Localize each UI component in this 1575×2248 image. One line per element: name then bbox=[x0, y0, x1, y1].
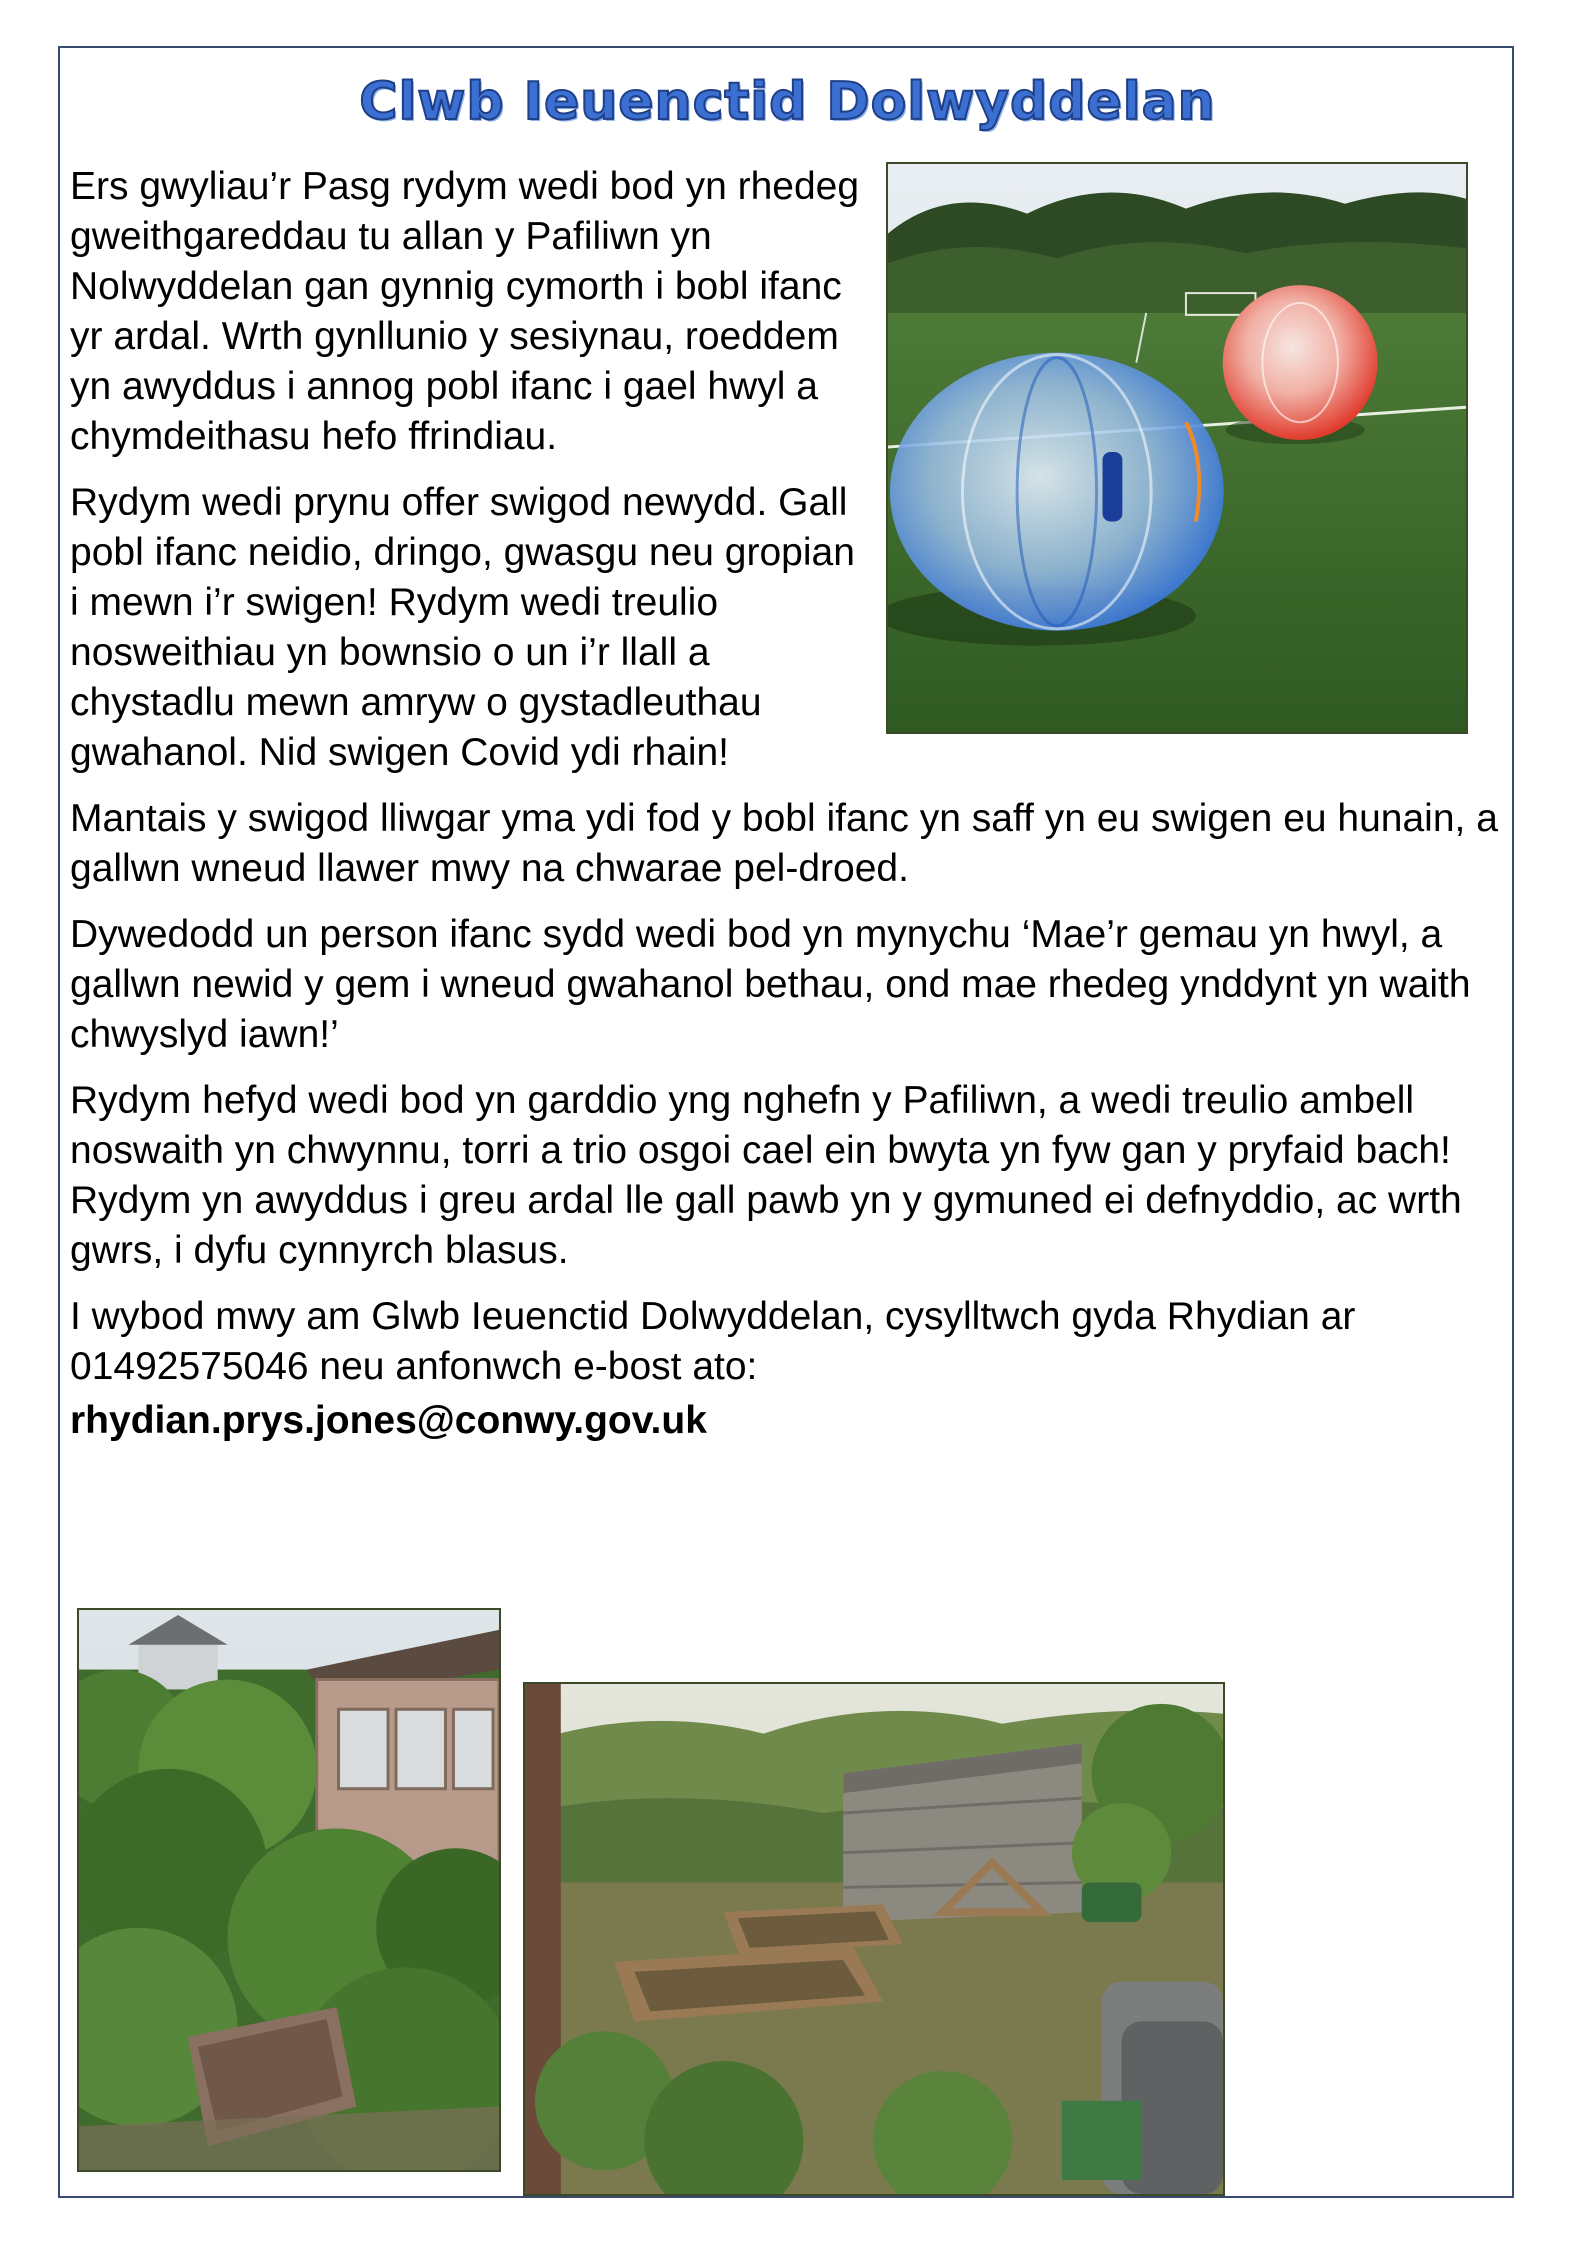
article-body bbox=[70, 162, 1510, 1462]
cleared-garden-photo bbox=[523, 1682, 1225, 2196]
paragraph-advantage: Mantais y swigod lliwgar yma ydi fod y bobl ifanc yn saff yn eu swigen eu hunain, a gallwn wneud llawer mwy na chwarae pel-droed. bbox=[70, 797, 1498, 890]
overgrown-garden-photo bbox=[77, 1608, 501, 2172]
paragraph-quote: Dywedodd un person ifanc sydd wedi bod yn mynychu ‘Mae’r gemau yn hwyl, a gallwn newid y gem i wneud gwahanol bethau, ond mae rhedeg ynddynt yn waith chwyslyd iawn!’ bbox=[70, 913, 1471, 1056]
paragraph-bubbles: Rydym wedi prynu offer swigod newydd. Gall pobl ifanc neidio, dringo, gwasgu neu gropian i mewn i’r swigen! Rydym wedi treulio nosweithiau yn bownsio o un i’r llall a chystadlu mewn amryw o gystadleuthau gwahanol. Nid swigen Covid ydi rhain! bbox=[70, 481, 855, 774]
bubble-football-photo bbox=[886, 162, 1468, 734]
paragraph-contact: I wybod mwy am Glwb Ieuenctid Dolwyddelan, cysylltwch gyda Rhydian ar 01492575046 neu anfonwch e-bost ato: bbox=[70, 1295, 1356, 1388]
paragraph-gardening: Rydym hefyd wedi bod yn garddio yng nghefn y Pafiliwn, a wedi treulio ambell noswaith yn chwynnu, torri a trio osgoi cael ein bwyta yn fyw gan y pryfaid bach! Rydym yn awyddus i greu ardal lle gall pawb yn y gymuned ei defnyddio, ac wrth gwrs, i dyfu cynnyrch blasus. bbox=[70, 1079, 1462, 1272]
contact-email[interactable]: rhydian.prys.jones@conwy.gov.uk bbox=[70, 1399, 707, 1442]
page-title: Clwb Ieuenctid Dolwyddelan bbox=[359, 72, 1216, 132]
paragraph-intro: Ers gwyliau’r Pasg rydym wedi bod yn rhedeg gweithgareddau tu allan y Pafiliwn yn Nolwyddelan gan gynnig cymorth i bobl ifanc yr ardal. Wrth gynllunio y sesiynau, roeddem yn awyddus i annog pobl ifanc i gael hwyl a chymdeithasu hefo ffrindiau. bbox=[70, 165, 860, 458]
